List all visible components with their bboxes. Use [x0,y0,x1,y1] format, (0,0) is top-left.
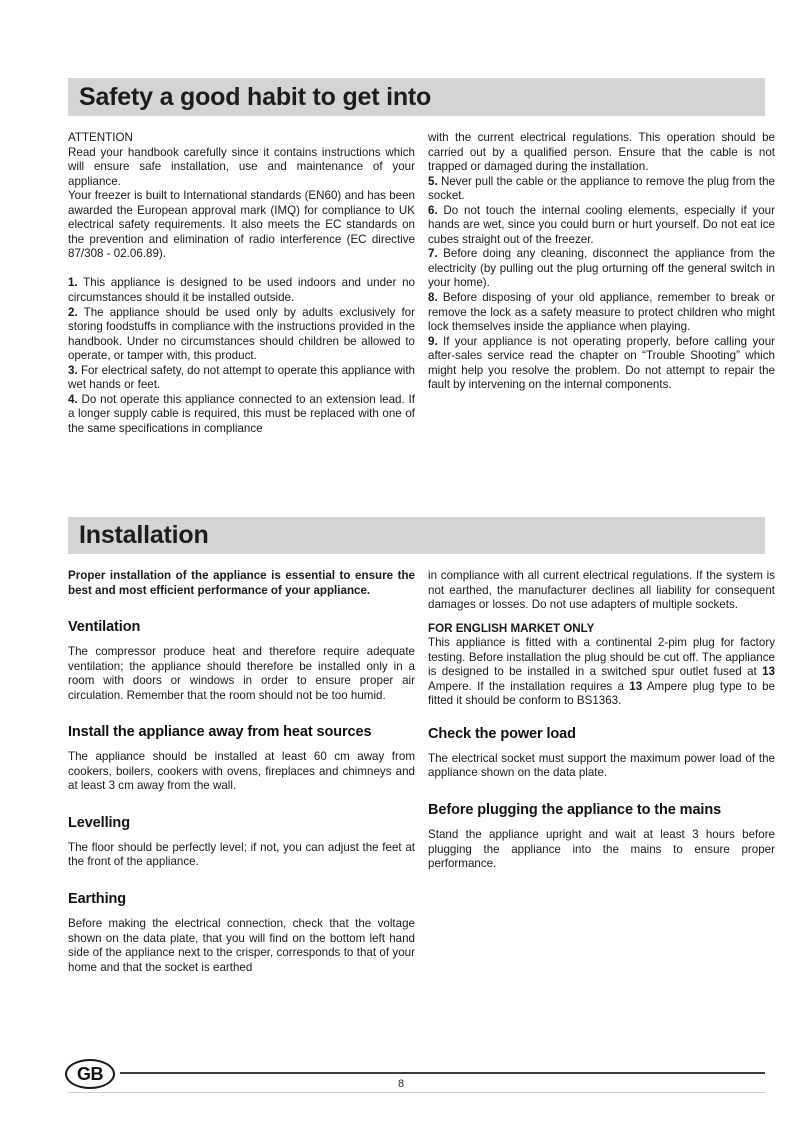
heading-before-plugging: Before plugging the appliance to the mains [428,802,722,819]
safety-continuation: with the current electrical regulations. This operation should be carried out by a qualified person. Ensure that the cable is not trapped or damaged during the installation. [428,131,775,174]
safety-item-7-number: 7. [428,247,438,261]
safety-item-1-number: 1. [68,276,78,290]
block-gap [68,870,415,891]
body-levelling: The floor should be perfectly level; if not, you can adjust the feet at the front of the appliance. [68,840,415,869]
safety-item-2-text: The appliance should be used only by adults exclusively for storing foodstuffs in compliance with the instructions provided in the handbook. Under no circumstances should children be allowed to operate, or tamper with, this product. [68,305,415,363]
section-banner-installation [68,517,765,554]
safety-left-column [68,131,415,436]
installation-continuation: in compliance with all current electrical regulations. If the system is not earthed, the manufacturer declines all liability for consequent damages or losses. Do not use adapters of multiple sockets. [428,569,775,612]
footer-rule-light [68,1092,765,1093]
heading-heat-sources: Install the appliance away from heat sources [68,724,372,741]
block-gap [68,703,415,724]
heading-gap [68,832,415,841]
page-number: 8 [397,1078,405,1090]
heading-gap [428,819,775,828]
heading-power-load: Check the power load [428,725,576,742]
paragraph-gap [68,262,415,277]
heading-english-market: FOR ENGLISH MARKET ONLY [428,621,595,635]
paragraph-gap [428,613,775,622]
heading-gap [428,743,775,752]
safety-item-6-text: Do not touch the internal cooling elements, especially if your hands are wet, since you could burn or hurt yourself. Do not eat ice cubes straight out of the freezer. [428,203,775,246]
safety-item-5-number: 5. [428,174,438,188]
safety-item-5 [428,175,775,204]
safety-item-6 [428,204,775,248]
safety-item-2 [68,306,415,364]
safety-item-3 [68,364,415,393]
safety-item-8-number: 8. [428,291,438,305]
block-gap [68,794,415,815]
safety-item-2-number: 2. [68,305,78,319]
safety-item-4-number: 4. [68,392,78,406]
safety-item-8-text: Before disposing of your old appliance, remember to break or remove the lock as a safety measure to protect children who might lock themselves inside the appliance when playing. [428,291,775,334]
market-amp-2: 13 [629,679,643,693]
safety-item-1-text: This appliance is designed to be used indoors and under no circumstances should it be installed outside. [68,276,415,305]
safety-item-4-text: Do not operate this appliance connected to an extension lead. If a longer supply cable is required, this must be replaced with one of the same specifications in compliance [68,392,415,435]
safety-item-1 [68,276,415,305]
body-earthing: Before making the electrical connection, check that the voltage shown on the data plate, that you will find on the bottom left hand side of the appliance next to the crisper, corresponds to that of your home and that the socket is earthed [68,917,415,974]
heading-levelling: Levelling [68,814,130,831]
section-title-safety: Safety a good habit to get into [79,82,432,111]
body-english-market [428,636,775,709]
section-title-installation: Installation [79,521,209,549]
safety-item-3-text: For electrical safety, do not attempt to operate this appliance with wet hands or feet. [68,363,415,392]
body-ventilation: The compressor produce heat and therefore require adequate ventilation; the appliance should therefore be installed only in a room with doors or windows in order to ensure proper air circulation. Remember that the room should not be too humid. [68,645,415,702]
section-banner-safety [68,78,765,116]
footer-rule-dark [120,1072,765,1074]
safety-item-9-text: If your appliance is not operating properly, before calling your after-sales service read the chapter on “Trouble Shooting” which might help you resolve the problem. Do not attempt to repair the fault by intervening on the internal components. [428,334,775,392]
safety-item-7-text: Before doing any cleaning, disconnect the appliance from the electricity (by pulling out the plug orturning off the general switch in your home). [428,247,775,290]
market-text-1: This appliance is fitted with a continental 2-pim plug for factory testing. Before installation the plug should be cut off. The appliance is designed to be installed in a switched spur outlet fused at [428,636,775,679]
safety-item-7 [428,247,775,291]
heading-gap [68,908,415,917]
market-text-2: Ampere. If the installation requires a [428,679,630,693]
safety-item-8 [428,291,775,335]
safety-right-column [428,131,775,393]
installation-left-column [68,569,415,975]
safety-intro-1: Read your handbook carefully since it contains instructions which will ensure safe installation, use and maintenance of your appliance. [68,145,415,188]
safety-item-9 [428,335,775,393]
safety-item-5-text: Never pull the cable or the appliance to remove the plug from the socket. [428,174,775,203]
heading-earthing: Earthing [68,891,127,908]
safety-item-6-number: 6. [428,203,438,217]
safety-intro-2: Your freezer is built to International standards (EN60) and has been awarded the European approval mark (IMQ) for compliance to UK electrical safety requirements. It also meets the EC standards on the prevention and elimination of radio interference (EC directive 87/308 - 02.06.89). [68,189,415,261]
installation-lead: Proper installation of the appliance is essential to ensure the best and most efficient performance of your appliance. [68,569,415,597]
safety-item-3-number: 3. [68,363,78,377]
heading-gap [68,741,415,750]
block-gap [68,598,415,619]
block-gap [428,709,775,726]
locale-badge-label: GB [77,1063,103,1084]
safety-item-4 [68,393,415,437]
block-gap [428,781,775,802]
body-power-load: The electrical socket must support the maximum power load of the appliance shown on the data plate. [428,751,775,780]
heading-gap [68,636,415,645]
body-before-plugging: Stand the appliance upright and wait at least 3 hours before plugging the appliance into the mains to ensure proper performance. [428,828,775,871]
attention-label: ATTENTION [68,131,133,144]
installation-right-column [428,569,775,872]
body-heat-sources: The appliance should be installed at least 60 cm away from cookers, boilers, cookers with ovens, fireplaces and chimneys and at least 3 cm away from the wall. [68,750,415,793]
market-amp-1: 13 [762,665,775,679]
heading-ventilation: Ventilation [68,619,141,636]
safety-item-9-number: 9. [428,334,438,348]
market-text-3: Ampere plug type to be fitted it should be conform to BS1363. [428,679,775,708]
page-footer [0,1058,802,1118]
